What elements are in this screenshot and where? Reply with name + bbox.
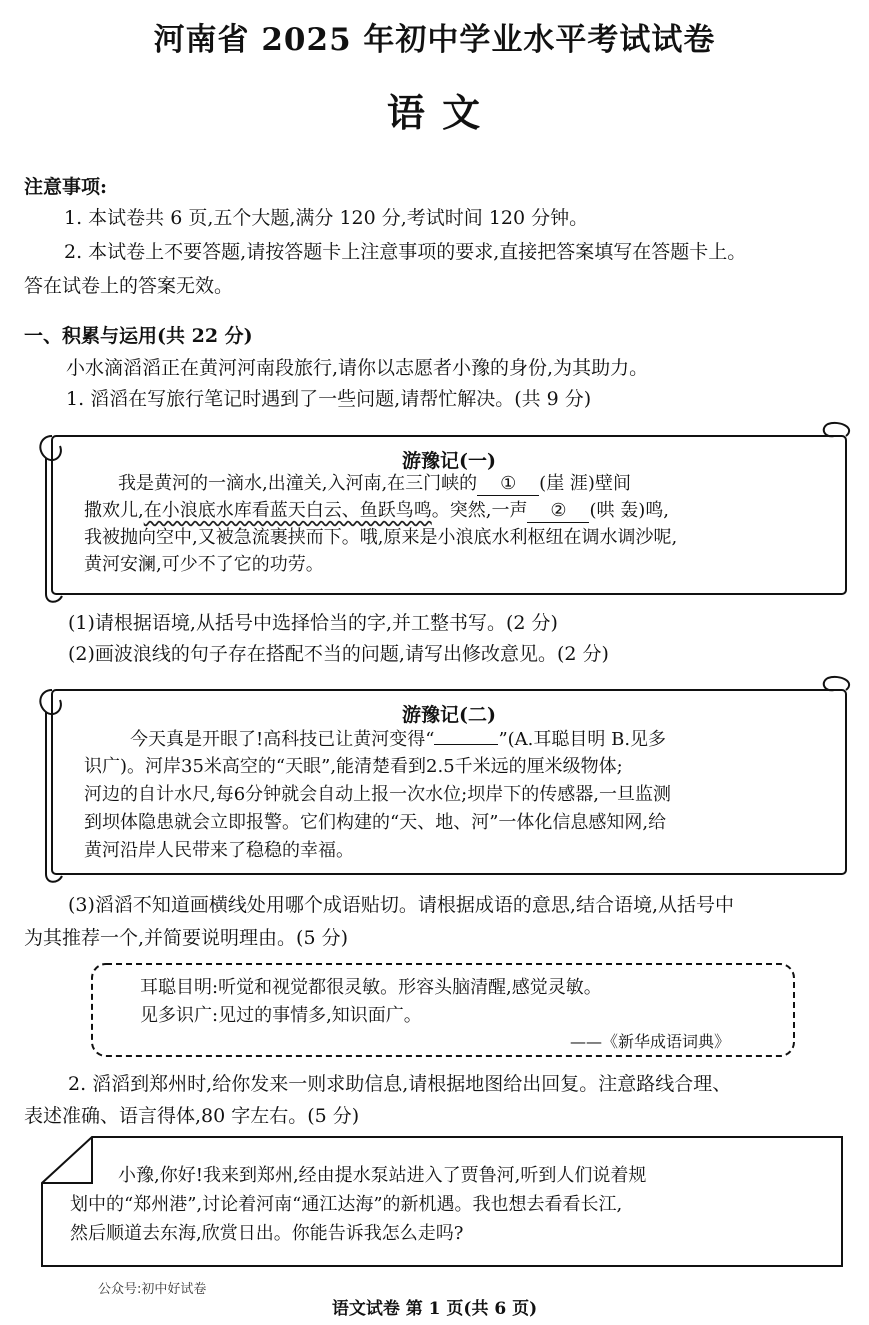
question-1-part-1: (1)请根据语境,从括号中选择恰当的字,并工整书写。(2 分) (68, 612, 558, 634)
notice-heading: 注意事项: (24, 176, 108, 198)
scroll-2-line-5: 黄河沿岸人民带来了稳稳的幸福。 (84, 840, 354, 861)
scroll-2-title: 游豫记(二) (402, 704, 496, 726)
scroll-1-line-2-start: 撒欢儿, (84, 500, 144, 521)
scroll-1-line-2 (84, 497, 669, 525)
dictionary-entry-1: 耳聪目明:听觉和视觉都很灵敏。形容头脑清醒,感觉灵敏。 (140, 977, 602, 998)
dictionary-source: ——《新华成语词典》 (570, 1032, 731, 1051)
notice-item-2-line-1: 2. 本试卷上不要答题,请按答题卡上注意事项的要求,直接把答案填写在答题卡上。 (64, 241, 747, 263)
message-line-2: 划中的“郑州港”,讨论着河南“通江达海”的新机遇。我也想去看看长江, (70, 1194, 623, 1215)
question-1-part-2: (2)画波浪线的句子存在搭配不当的问题,请写出修改意见。(2 分) (68, 643, 609, 665)
scroll-2-line-1-start: 今天真是开眼了!高科技已让黄河变得“ (130, 729, 435, 750)
wavy-underlined-sentence: 在小浪底水库看蓝天白云、鱼跃鸟鸣 (143, 500, 432, 521)
scroll-2-line-2: 识广)。河岸35米高空的“天眼”,能清楚看到2.5千米远的厘米级物体; (84, 756, 623, 777)
question-2-line-2: 表述准确、语言得体,80 字左右。(5 分) (24, 1105, 360, 1127)
question-1-part-3-line-1: (3)滔滔不知道画横线处用哪个成语贴切。请根据成语的意思,结合语境,从括号中 (68, 894, 734, 916)
subject-title: 语 文 (386, 90, 483, 135)
question-1: 1. 滔滔在写旅行笔记时遇到了一些问题,请帮忙解决。(共 9 分) (66, 388, 592, 410)
exam-title: 河南省 2025 年初中学业水平考试试卷 (153, 22, 716, 58)
scroll-2-line-1-end: ”(A.耳聪目明 B.见多 (498, 729, 667, 750)
scroll-1-line-1-start: 我是黄河的一滴水,出潼关,入河南,在三门峡的 (118, 473, 478, 494)
page-footer: 语文试卷 第 1 页(共 6 页) (331, 1299, 538, 1319)
notice-item-2-line-2: 答在试卷上的答案无效。 (24, 275, 234, 297)
blank-2: ② (527, 500, 589, 523)
scroll-2-line-4: 到坝体隐患就会立即报警。它们构建的“天、地、河”一体化信息感知网,给 (84, 812, 667, 833)
idiom-blank (434, 724, 498, 745)
scroll-1-title: 游豫记(一) (402, 450, 496, 472)
section-1-heading: 一、积累与运用(共 22 分) (24, 325, 253, 347)
question-2-line-1: 2. 滔滔到郑州时,给你发来一则求助信息,请根据地图给出回复。注意路线合理、 (68, 1073, 732, 1095)
dictionary-entry-2: 见多识广:见过的事情多,知识面广。 (140, 1005, 422, 1026)
scroll-1-line-1-end: (崖 涯)壁间 (539, 473, 631, 494)
scroll-1-line-2-mid: 。突然,一声 (431, 500, 528, 521)
scroll-2-line-3: 河边的自计水尺,每6分钟就会自动上报一次水位;坝岸下的传感器,一旦监测 (84, 784, 671, 805)
scroll-1-line-1 (118, 470, 631, 498)
notice-item-1: 1. 本试卷共 6 页,五个大题,满分 120 分,考试时间 120 分钟。 (64, 207, 589, 229)
scroll-1-line-3: 我被抛向空中,又被急流裹挟而下。哦,原来是小浪底水利枢纽在调水调沙呢, (84, 527, 678, 548)
message-line-3: 然后顺道去东海,欣赏日出。你能告诉我怎么走吗? (70, 1223, 464, 1244)
scroll-1-line-4: 黄河安澜,可少不了它的功劳。 (84, 554, 324, 575)
watermark: 公众号:初中好试卷 (98, 1282, 207, 1297)
scroll-1-line-2-end: (哄 轰)鸣, (589, 500, 669, 521)
blank-1: ① (477, 473, 539, 496)
scroll-2-line-1 (130, 724, 666, 754)
section-1-intro: 小水滴滔滔正在黄河河南段旅行,请你以志愿者小豫的身份,为其助力。 (66, 357, 649, 379)
message-line-1: 小豫,你好!我来到郑州,经由提水泵站进入了贾鲁河,听到人们说着规 (118, 1165, 647, 1186)
question-1-part-3-line-2: 为其推荐一个,并简要说明理由。(5 分) (24, 927, 348, 949)
